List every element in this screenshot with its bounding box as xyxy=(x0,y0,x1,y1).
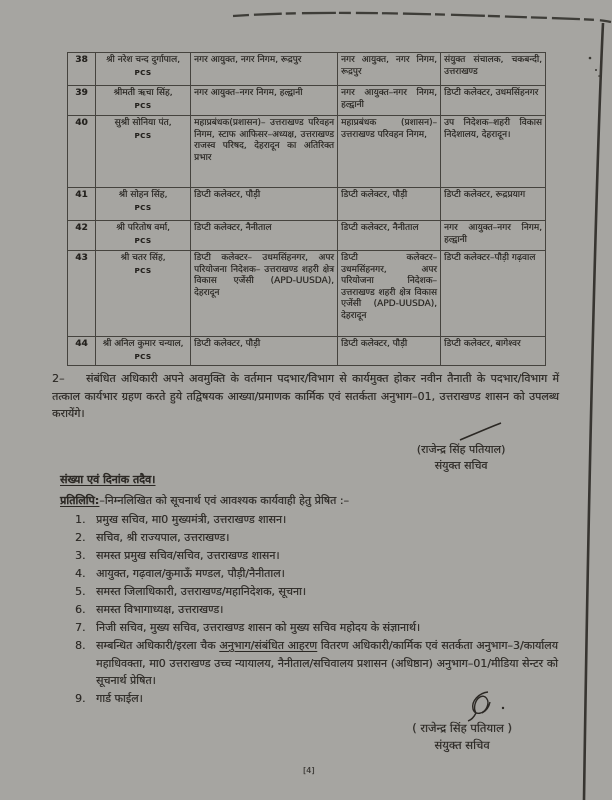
present-posting-cell: डिप्टी कलेक्टर– उधमसिंहनगर, अपर परियोजना निदेशक– उत्तराखण्ड शहरी क्षेत्र विकास एजेंसी (APD-UUSDA), देहरादून xyxy=(191,251,338,337)
serial-number: 44 xyxy=(68,337,96,366)
copy-intro-label: प्रतिलिपि: xyxy=(60,493,100,507)
list-item-text-part: सम्बन्धित अधिकारी/इरला चैक xyxy=(96,639,220,652)
present-posting-cell: नगर आयुक्त–नगर निगम, हल्द्वानी xyxy=(191,86,338,116)
list-item-text: सचिव, श्री राज्यपाल, उत्तराखण्ड। xyxy=(96,531,230,544)
list-item-number: 7. xyxy=(75,621,86,634)
copy-intro xyxy=(60,492,560,510)
released-posting-cell: डिप्टी कलेक्टर, पौड़ी xyxy=(338,188,441,221)
list-item xyxy=(75,547,560,565)
officer-name: श्री परितोष वर्मा, xyxy=(116,223,170,233)
officer-cadre: PCS xyxy=(134,236,152,245)
present-posting-cell: डिप्टी कलेक्टर, नैनीताल xyxy=(191,221,338,251)
list-item-text: आयुक्त, गढ़वाल/कुमाऊँ मण्डल, पौड़ी/नैनीताल। xyxy=(96,567,285,580)
officer-cadre: PCS xyxy=(134,131,152,140)
list-item-number: 8. xyxy=(75,639,86,652)
serial-number: 40 xyxy=(68,116,96,188)
table-row xyxy=(68,337,546,366)
signature-block-1 xyxy=(393,442,529,473)
signatory-name: ( राजेन्द्र सिंह पतियाल ) xyxy=(412,721,512,735)
present-posting-cell: महाप्रबंधक(प्रशासन)– उत्तराखण्ड परिवहन निगम, स्टाफ आफिसर–अध्यक्ष, उत्तराखण्ड राजस्व परिषद, देहरादून का अतिरिक्त प्रभार xyxy=(191,116,338,188)
signature-block-2 xyxy=(388,720,536,753)
ink-speck xyxy=(589,57,592,60)
list-item-number: 3. xyxy=(75,549,86,562)
table-row xyxy=(68,221,546,251)
released-posting-cell: नगर आयुक्त–नगर निगम, हल्द्वानी xyxy=(338,86,441,116)
officer-name: श्रीमती ऋचा सिंह, xyxy=(113,88,173,98)
present-posting-cell: डिप्टी कलेक्टर, पौड़ी xyxy=(191,337,338,366)
serial-number: 42 xyxy=(68,221,96,251)
officer-name-cell xyxy=(96,86,191,116)
list-item-text: समस्त विभागाध्यक्ष, उत्तराखण्ड। xyxy=(96,603,224,616)
new-posting-cell: संयुक्त संचालक, चकबन्दी, उत्तराखण्ड xyxy=(441,53,546,86)
scan-right-edge-line xyxy=(584,23,603,800)
table-row xyxy=(68,53,546,86)
new-posting-cell: उप निदेशक–शहरी विकास निदेशालय, देहरादून। xyxy=(441,116,546,188)
new-posting-cell: नगर आयुक्त–नगर निगम, हल्द्वानी xyxy=(441,221,546,251)
officer-name-cell xyxy=(96,116,191,188)
officer-cadre: PCS xyxy=(134,352,152,361)
list-item-text xyxy=(96,637,558,690)
list-item-number: 2. xyxy=(75,531,86,544)
officer-cadre: PCS xyxy=(134,203,152,212)
page-number: [4] xyxy=(303,766,315,775)
new-posting-cell: डिप्टी कलेक्टर–पौड़ी गढ़वाल xyxy=(441,251,546,337)
released-posting-cell: महाप्रबंधक (प्रशासन)– उत्तराखण्ड परिवहन निगम, xyxy=(338,116,441,188)
scan-top-edge-line xyxy=(233,13,611,22)
list-item-text: प्रमुख सचिव, मा0 मुख्यमंत्री, उत्तराखण्ड शासन। xyxy=(96,513,287,526)
list-item-number: 1. xyxy=(75,513,86,526)
officer-name-cell xyxy=(96,251,191,337)
signatory-title: संयुक्त सचिव xyxy=(434,459,488,472)
copy-heading: संख्या एवं दिनांक तदैव। xyxy=(60,473,156,486)
officer-name-cell xyxy=(96,337,191,366)
officer-name: श्री नरेश चन्द दुर्गापाल, xyxy=(106,55,180,65)
signatory-name: (राजेन्द्र सिंह पतियाल) xyxy=(416,443,506,456)
list-item-text: समस्त जिलाधिकारी, उत्तराखण्ड/महानिदेशक, सूचना। xyxy=(96,585,306,598)
table-row xyxy=(68,251,546,337)
list-item-number: 6. xyxy=(75,603,86,616)
officer-name: सुश्री सोनिया पंत, xyxy=(114,118,172,128)
list-item xyxy=(75,529,560,547)
officer-cadre: PCS xyxy=(134,68,152,77)
officer-cadre: PCS xyxy=(134,101,152,110)
released-posting-cell: डिप्टी कलेक्टर, नैनीताल xyxy=(338,221,441,251)
list-item xyxy=(75,583,560,601)
officer-name: श्री अनिल कुमार चन्याल, xyxy=(102,339,184,349)
paragraph-number: 2– xyxy=(52,372,65,385)
serial-number: 38 xyxy=(68,53,96,86)
list-item xyxy=(75,690,560,708)
table-row xyxy=(68,86,546,116)
list-item-text-underlined: अनुभाग/संबंधित आहरण xyxy=(219,639,318,652)
new-posting-cell: डिप्टी कलेक्टर, रूद्रप्रयाग xyxy=(441,188,546,221)
released-posting-cell: नगर आयुक्त, नगर निगम, रूद्रपुर xyxy=(338,53,441,86)
present-posting-cell: नगर आयुक्त, नगर निगम, रूद्रपुर xyxy=(191,53,338,86)
transfer-table xyxy=(67,52,546,366)
officer-name: श्री सोहन सिंह, xyxy=(118,190,168,200)
list-item-number: 4. xyxy=(75,567,86,580)
serial-number: 41 xyxy=(68,188,96,221)
ink-speck xyxy=(598,75,600,77)
new-posting-cell: डिप्टी कलेक्टर, बागेश्वर xyxy=(441,337,546,366)
list-item-text: गार्ड फाईल। xyxy=(96,692,143,705)
table-row xyxy=(68,116,546,188)
officer-name: श्री चतर सिंह, xyxy=(120,253,166,263)
table-row xyxy=(68,188,546,221)
officer-name-cell xyxy=(96,53,191,86)
list-item-text: समस्त प्रमुख सचिव/सचिव, उत्तराखण्ड शासन। xyxy=(96,549,280,562)
list-item xyxy=(75,619,560,637)
present-posting-cell: डिप्टी कलेक्टर, पौड़ी xyxy=(191,188,338,221)
list-item-number: 9. xyxy=(75,692,86,705)
released-posting-cell: डिप्टी कलेक्टर– उधमसिंहनगर, अपर परियोजना निदेशक– उत्तराखण्ड शहरी क्षेत्र विकास एजेंसी (APD-UUSDA), देहरादून xyxy=(338,251,441,337)
copy-intro-text: –निम्नलिखित को सूचनार्थ एवं आवश्यक कार्यवाही हेतु प्रेषित :– xyxy=(99,493,349,507)
paragraph-2 xyxy=(52,370,559,423)
officer-cadre: PCS xyxy=(134,266,152,275)
list-item xyxy=(75,601,560,619)
list-item-number: 5. xyxy=(75,585,86,598)
list-item xyxy=(75,637,560,690)
signature-stroke xyxy=(460,423,501,440)
signatory-title: संयुक्त सचिव xyxy=(434,738,490,752)
officer-name-cell xyxy=(96,188,191,221)
released-posting-cell: डिप्टी कलेक्टर, पौड़ी xyxy=(338,337,441,366)
list-item-text: निजी सचिव, मुख्य सचिव, उत्तराखण्ड शासन को मुख्य सचिव महोदय के संज्ञानार्थ। xyxy=(96,621,421,634)
serial-number: 43 xyxy=(68,251,96,337)
copy-section xyxy=(60,471,560,708)
officer-name-cell xyxy=(96,221,191,251)
ink-speck xyxy=(595,69,597,71)
list-item-text-part: वितरण अधिकारी/कार्मिक एवं सतर्कता अनुभाग–3/कार्यालय महाधिवक्ता, मा0 उत्तराखण्ड उच्च न्यायालय, नैनीताल/सचिवालय प्रशासन (अधिष्ठान) अनुभाग–01/मीडिया सेन्टर को सूचनार्थ प्रेषित। xyxy=(96,639,558,687)
list-item xyxy=(75,511,560,529)
new-posting-cell: डिप्टी कलेक्टर, उधमसिंहनगर xyxy=(441,86,546,116)
paragraph-text: संबंधित अधिकारी अपने अवमुक्ति के वर्तमान पदभार/विभाग से कार्यमुक्त होकर नवीन तैनाती के पदभार/विभाग में तत्काल कार्यभार ग्रहण करते हुये तद्विषयक आख्या/प्रमाणक कार्मिक एवं सतर्कता अनुभाग–01, उत्तराखण्ड शासन को उपलब्ध करायेंगे। xyxy=(52,372,559,420)
list-item xyxy=(75,565,560,583)
serial-number: 39 xyxy=(68,86,96,116)
